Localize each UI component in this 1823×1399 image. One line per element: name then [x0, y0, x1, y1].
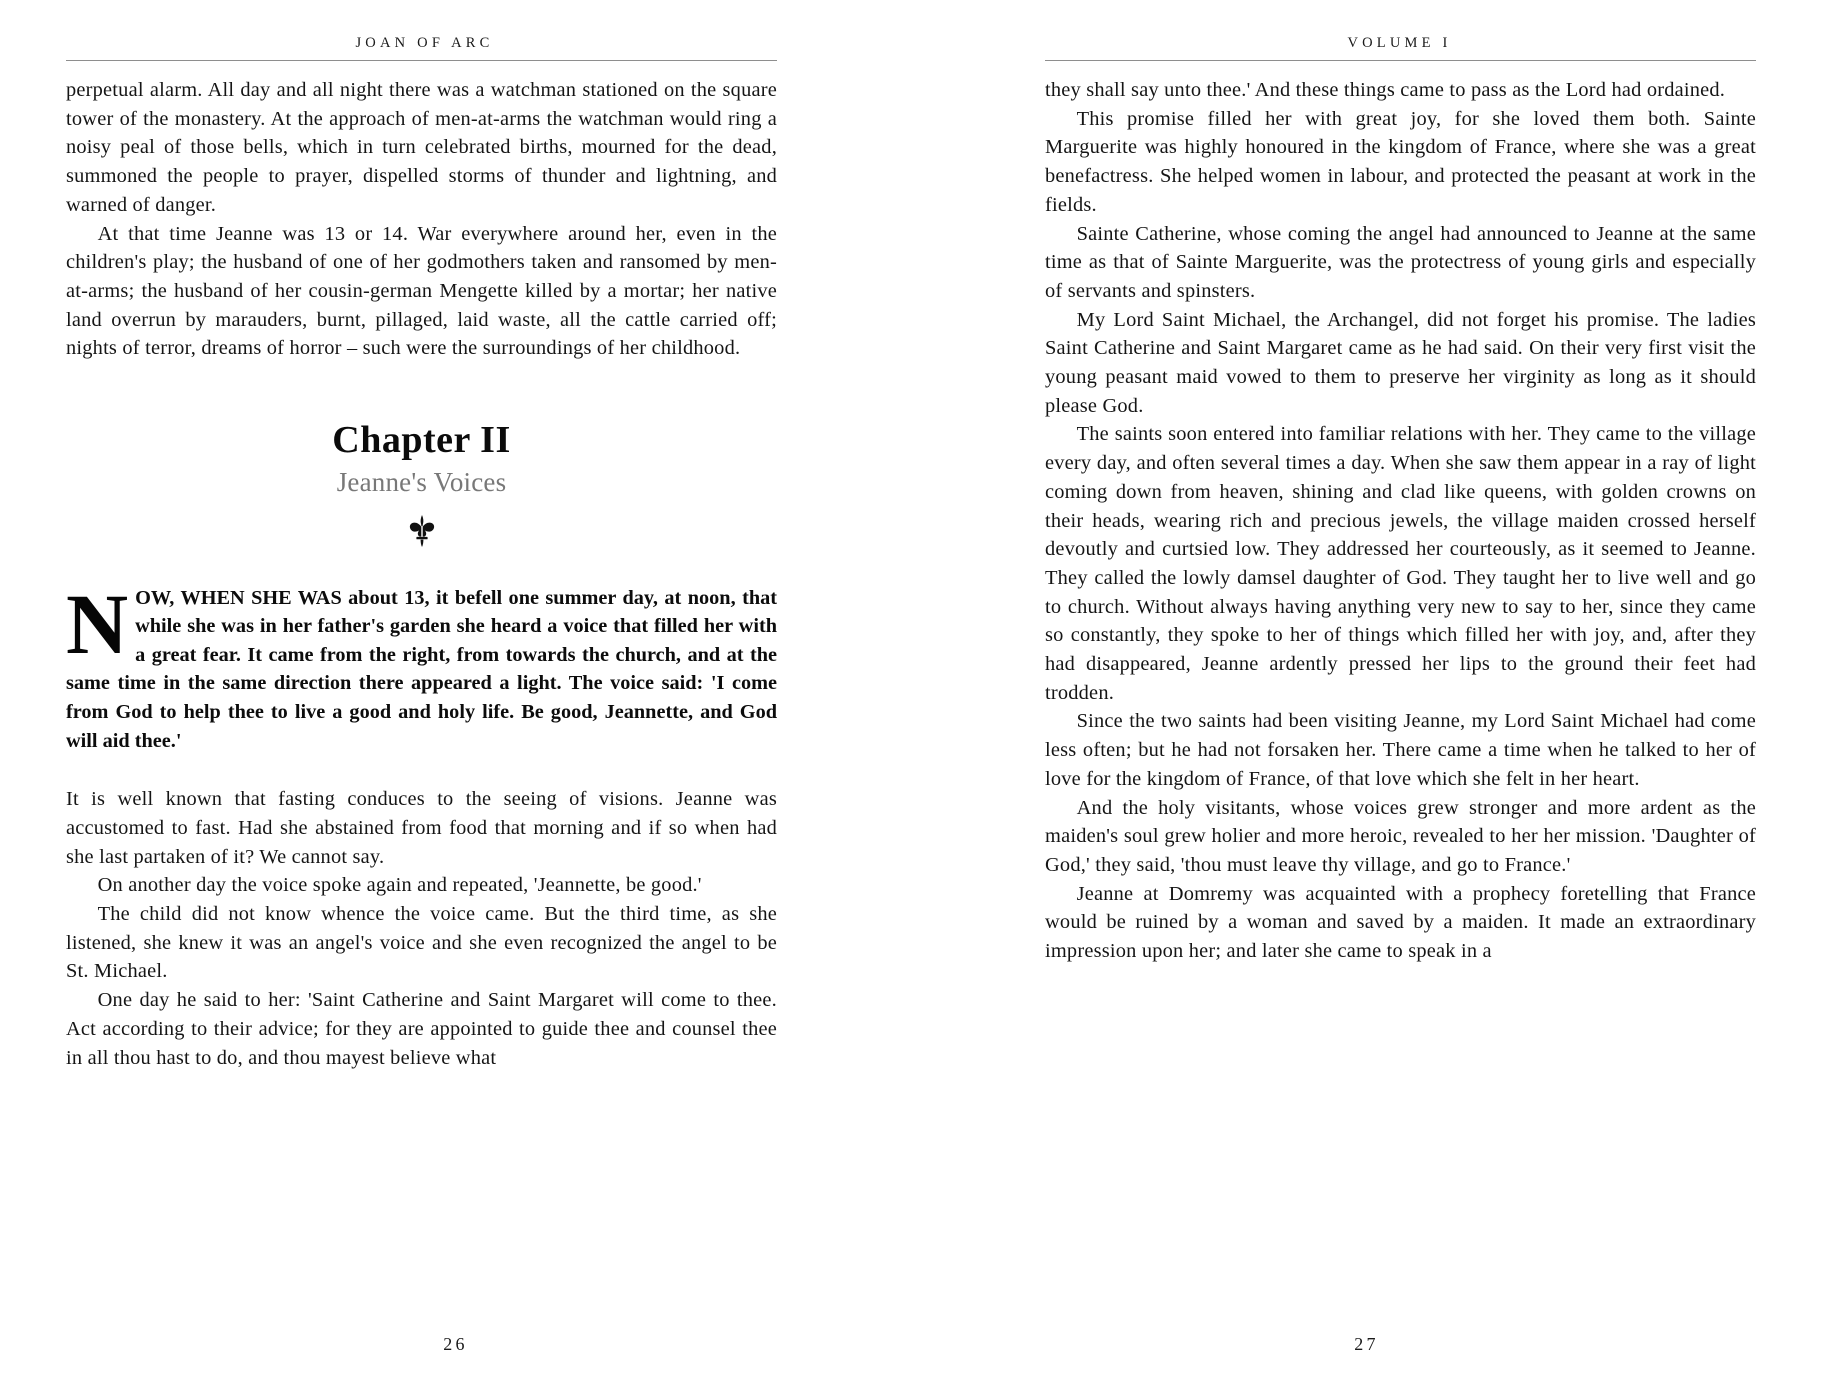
chapter-title: Chapter II: [332, 419, 511, 462]
page-left: [0, 0, 911, 1399]
paragraph: Since the two saints had been visiting Jeanne, my Lord Saint Michael had come less often; but he had not forsaken her. There came a time when he talked to her of love for the kingdom of France, of that love which she felt in her heart.: [1045, 710, 1756, 790]
page-number-left: 26: [443, 1334, 468, 1354]
page-right: [911, 0, 1822, 1399]
right-column-body: [1045, 48, 1756, 966]
running-head-left-text: JOAN OF ARC: [355, 35, 494, 51]
paragraph: The saints soon entered into familiar relations with her. They came to the village every day, and often several times a day. When she saw them appear in a ray of light coming down from heaven, shining and clad like queens, with golden crowns on their heads, wearing rich and precious jewels, the village maiden crossed herself devoutly and curtsied low. They addressed her courteously, as it seemed to Jeanne. They called the lowly damsel daughter of God. They taught her to live well and go to church. Without always having anything very new to say to her, since they came so constantly, they spoke to her of things which filled her with joy, and, after they had disappeared, Jeanne ardently pressed her lips to the ground their feet had trodden.: [1045, 423, 1756, 704]
drop-cap: N: [66, 575, 129, 672]
paragraph: Sainte Catherine, whose coming the angel had announced to Jeanne at the same time as that of Sainte Marguerite, was the protectress of young girls and especially of servants and spinsters.: [1045, 222, 1756, 302]
opening-text: about 13, it befell one summer day, at noon, that while she was in her father's garden she heard a voice that filled her with a great fear. It came from the right, from towards the church, and at the same time in the same direction there appeared a light. The voice said: 'I come from God to help thee to live a good and holy life. Be good, Jeannette, and God will aid thee.': [66, 586, 778, 752]
left-column-body: [66, 48, 777, 1072]
paragraph: My Lord Saint Michael, the Archangel, did not forget his promise. The ladies Saint Catherine and Saint Margaret came as he had said. On their very first visit the young peasant maid vowed to them to preserve her virginity as long as it should please God.: [1045, 308, 1756, 417]
fleur-de-lis-icon: [66, 514, 777, 548]
chapter-opening-paragraph: [66, 575, 778, 756]
paragraph-continued: perpetual alarm. All day and all night there was a watchman stationed on the square tower of the monastery. At the approach of men-at-arms the watchman would ring a noisy peal of those bells, which in turn celebrated births, mourned for the dead, summoned the people to prayer, dispelled storms of thunder and lightning, and warned of danger.: [66, 79, 777, 216]
paragraph-continued: they shall say unto thee.' And these things came to pass as the Lord had ordained.: [1045, 79, 1726, 101]
paragraph: On another day the voice spoke again and repeated, 'Jeannette, be good.': [97, 874, 702, 897]
paragraph: One day he said to her: 'Saint Catherine and Saint Margaret will come to thee. Act according to their advice; for they are appointed to guide thee and counsel thee in all thou hast to do, and thou mayest believe what: [66, 989, 777, 1069]
page-number-right: 27: [1354, 1334, 1379, 1354]
opening-spacer: [66, 755, 777, 785]
running-head-right-text: VOLUME I: [1347, 35, 1452, 51]
paragraph: The child did not know whence the voice came. But the third time, as she listened, she knew it was an angel's voice and she even recognized the angel to be St. Michael.: [66, 902, 777, 983]
paragraph: It is well known that fasting conduces to the seeing of visions. Jeanne was accustomed to fast. Had she abstained from food that morning and if so when had she last partaken of it? We cannot say.: [66, 788, 777, 868]
paragraph: Jeanne at Domremy was acquainted with a prophecy foretelling that France would be ruined by a woman and saved by a maiden. It made an extraordinary impression upon her; and later she came to speak in a: [1045, 882, 1756, 963]
running-head-left: [66, 0, 777, 51]
paragraph: At that time Jeanne was 13 or 14. War everywhere around her, even in the children's play; the husband of one of her godmothers taken and ransomed by men-at-arms; the husband of her cousin-german Mengette killed by a mortar; her native land overrun by marauders, burnt, pillaged, laid waste, all the cattle carried off; nights of terror, dreams of horror – such were the surroundings of her childhood.: [66, 222, 777, 360]
chapter-subtitle: Jeanne's Voices: [336, 466, 507, 497]
paragraph: And the holy visitants, whose voices grew stronger and more ardent as the maiden's soul grew holier and more heroic, revealed to her her mission. 'Daughter of God,' they said, 'thou must leave thy village, and go to France.': [1045, 796, 1756, 876]
paragraph: This promise filled her with great joy, for she loved them both. Sainte Marguerite was highly honoured in the kingdom of France, where she was a great benefactress. She helped women in labour, and protected the peasant at work in the fields.: [1045, 107, 1756, 216]
opening-small-caps: OW, WHEN SHE WAS: [135, 586, 342, 609]
running-head-right: [1045, 0, 1756, 51]
chapter-spacer: [66, 363, 777, 421]
